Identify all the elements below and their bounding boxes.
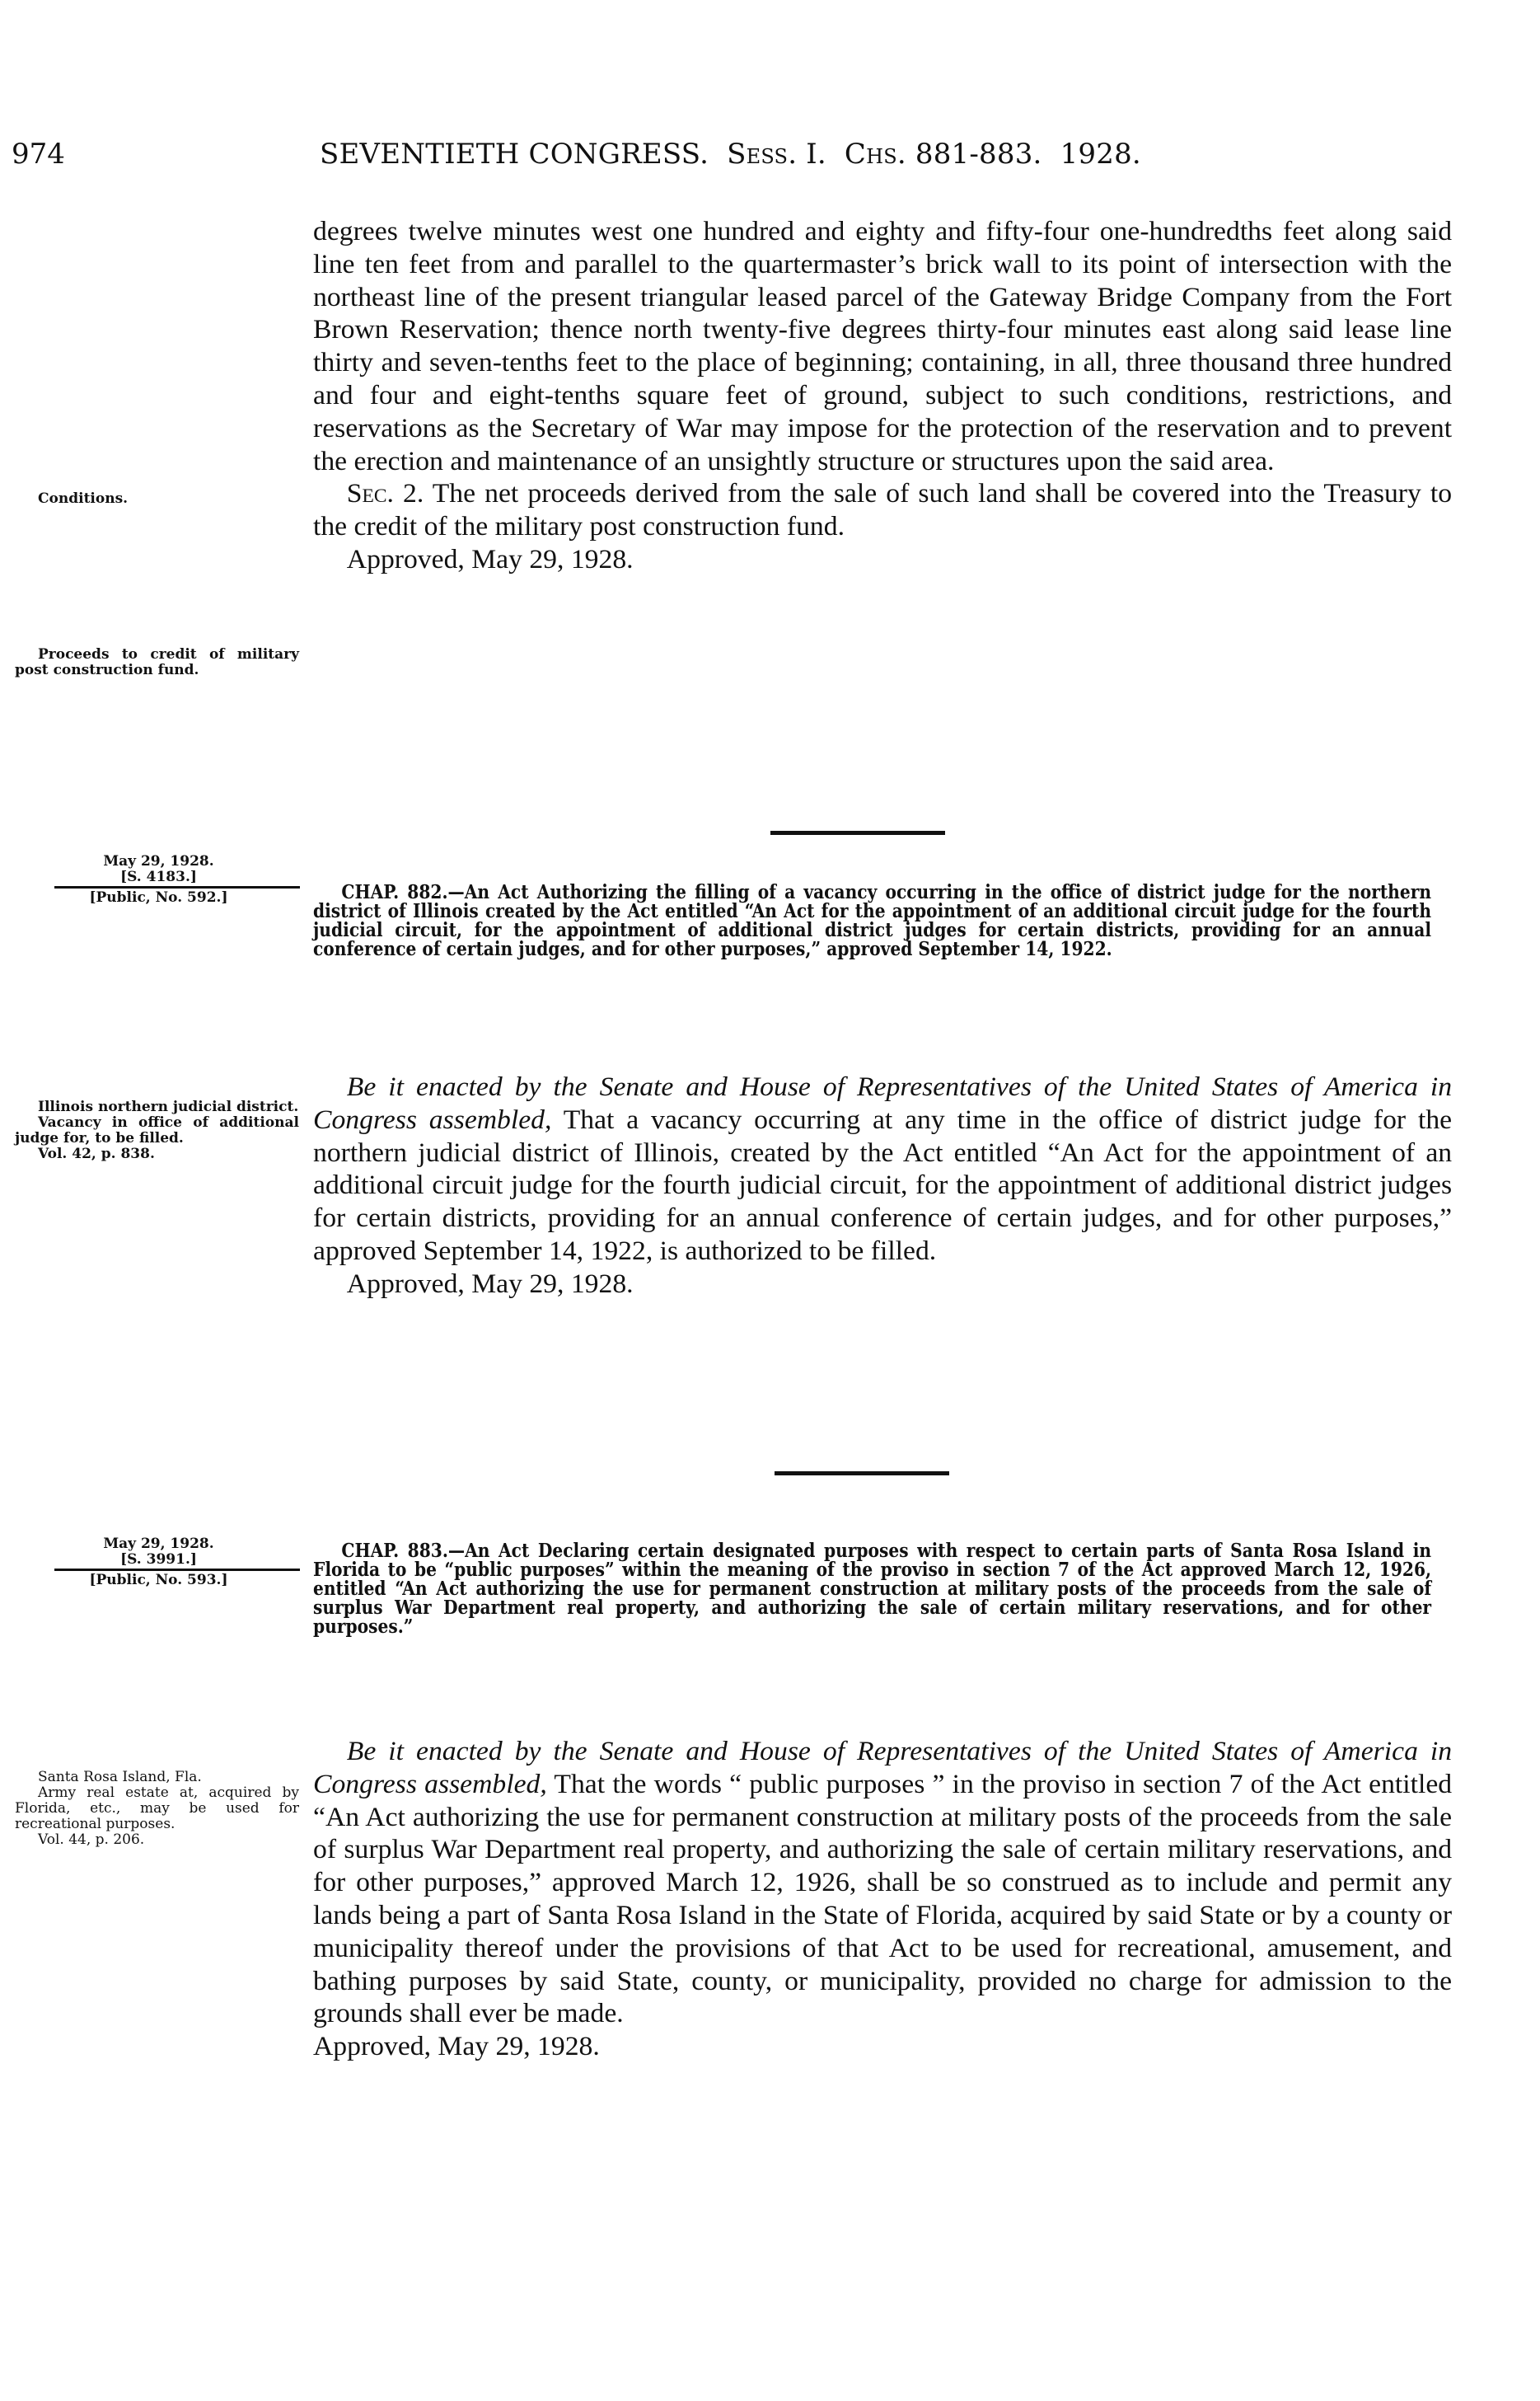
section-label: Sec. 2. <box>346 479 424 509</box>
chapter-881-paragraph: degrees twelve minutes west one hundred and eighty and fifty-four one-hundredths feet along said line ten feet from and parallel to the quartermaster’s brick wall to its point of intersection with the northeast line of the present triangular leased parcel of the Gateway Bridge Company from the Fort Brown Reservation; thence north twenty-five degrees thirty-four minutes east along said lease line thirty and seven-tenths feet to the place of beginning; containing, in all, three thousand three hundred and four and eight-tenths square feet of ground, subject to such conditions, restrictions, and reservations as the Secretary of War may impose for the protection of the reservation and to prevent the erection and maintenance of an unsightly structure or structures upon the said area. <box>313 217 1453 476</box>
congress-title: SEVENTIETH CONGRESS. <box>320 138 709 171</box>
chapter-title-text: —An Act Authorizing the filling of a vacancy occurring in the office of district judge for the northern district of Illinois created by the Act entitled “An Act for the appointment of an additional circuit judge for the fourth judicial circuit, for the appointment of additional district judges for certain districts, providing for an annual conference of certain judges, and for other purposes,” approved September 14, 1922. <box>313 880 1432 960</box>
margin-note-text: Conditions. <box>38 490 129 507</box>
page-header <box>0 134 1540 175</box>
public-law-number: [Public, No. 592.] <box>89 889 228 906</box>
chapter-label: CHAP. 883. <box>341 1539 448 1562</box>
enactment-text: That a vacancy occurring at any time in the office of district judge for the northern judicial district of Illinois, created by the Act entitled “An Act for the appointment of an additional circuit judge for the fourth judicial circuit, for the appointment of additional district judges for certain districts, providing for an annual conference of certain judges, and for other purposes,” approved September 14, 1922, is authorized to be filled. <box>313 1104 1453 1266</box>
chapter-881-section-2 <box>313 478 1452 544</box>
meta-rule <box>54 886 300 889</box>
chapter-label: CHAP. 882. <box>341 880 448 903</box>
chapter-882-metadata <box>16 854 301 906</box>
chapters-label: Chs. 881-883. <box>844 138 1042 171</box>
margin-note-text: Proceeds to credit of military post construction fund. <box>15 646 299 678</box>
bill-number: [S. 4183.] <box>120 869 197 885</box>
chapter-881-approved: Approved, May 29, 1928. <box>346 544 634 574</box>
year-label: 1928. <box>1060 138 1141 171</box>
page-number: 974 <box>12 138 65 171</box>
margin-note-army-real-estate: Army real estate at, acquired by Florida, etc., may be used for recreational purposes. <box>15 1784 299 1832</box>
chapter-882-approved: Approved, May 29, 1928. <box>346 1268 634 1299</box>
public-law-number: [Public, No. 593.] <box>89 1572 228 1588</box>
section-2-text: The net proceeds derived from the sale of such land shall be covered into the Treasury to the credit of the military post construction fund. <box>313 479 1453 542</box>
section-divider <box>770 831 945 835</box>
chapter-882-margin-notes <box>15 1100 299 1162</box>
chapter-883-margin-notes <box>15 1770 299 1848</box>
enacting-clause: Be it enacted by the Senate and House of Representatives of the United States of America in Congress assembled, <box>313 1737 1453 1799</box>
chapter-882-enactment <box>313 1072 1452 1268</box>
bill-number: [S. 3991.] <box>120 1551 197 1568</box>
margin-note-reference: Vol. 42, p. 838. <box>38 1146 155 1162</box>
margin-note-conditions <box>15 491 299 507</box>
chapter-883-title <box>313 1541 1431 1636</box>
running-title <box>320 134 1141 175</box>
session-label: Sess. I. <box>727 138 826 171</box>
margin-note-santa-rosa: Santa Rosa Island, Fla. <box>38 1769 202 1785</box>
enactment-text: That the words “ public purposes ” in the proviso in section 7 of the Act entitled “An Act authorizing the use for permanent construction at military posts of the proceeds from the sale of surplus War Department real property, and authorizing the sale of certain military reservations, and for other purposes,” approved March 12, 1926, shall be so construed as to include and permit any lands being a part of Santa Rosa Island in the State of Florida, acquired by said State or by a county or municipality thereof under the provisions of that Act to be used for recreational, amusement, and bathing purposes by said State, county, or municipality, provided no charge for admission to the grounds shall ever be made. <box>313 1769 1453 2029</box>
act-date: May 29, 1928. <box>103 1536 214 1552</box>
enacting-clause: Be it enacted by the Senate and House of Representatives of the United States of America in Congress assembled, <box>313 1072 1453 1135</box>
chapter-882-body <box>313 1072 1452 1301</box>
chapter-883-metadata <box>16 1536 301 1588</box>
chapter-title-text: —An Act Declaring certain designated purposes with respect to certain parts of Santa Rosa Island in Florida to be “public purposes” within the meaning of the proviso in section 7 of the Act approved March 12, 1926, entitled “An Act authorizing the use for permanent construction at military posts of the proceeds from the sale of surplus War Department real property, and authorizing the sale of certain military reservations, and for other purposes.” <box>313 1539 1432 1638</box>
margin-note-illinois: Illinois northern judicial district. <box>38 1099 299 1115</box>
act-date: May 29, 1928. <box>103 853 214 870</box>
chapter-882-title <box>313 880 1432 960</box>
chapter-883-body <box>313 1736 1452 2064</box>
section-divider <box>775 1471 949 1475</box>
margin-note-vacancy: Vacancy in office of additional judge for, to be filled. <box>15 1114 299 1147</box>
margin-note-reference: Vol. 44, p. 206. <box>38 1831 145 1848</box>
chapter-883-enactment <box>313 1736 1452 2031</box>
chapter-881-continuation <box>313 216 1452 577</box>
meta-rule <box>54 1569 300 1571</box>
chapter-883-approved: Approved, May 29, 1928. <box>313 2032 600 2062</box>
margin-note-proceeds <box>15 647 299 678</box>
